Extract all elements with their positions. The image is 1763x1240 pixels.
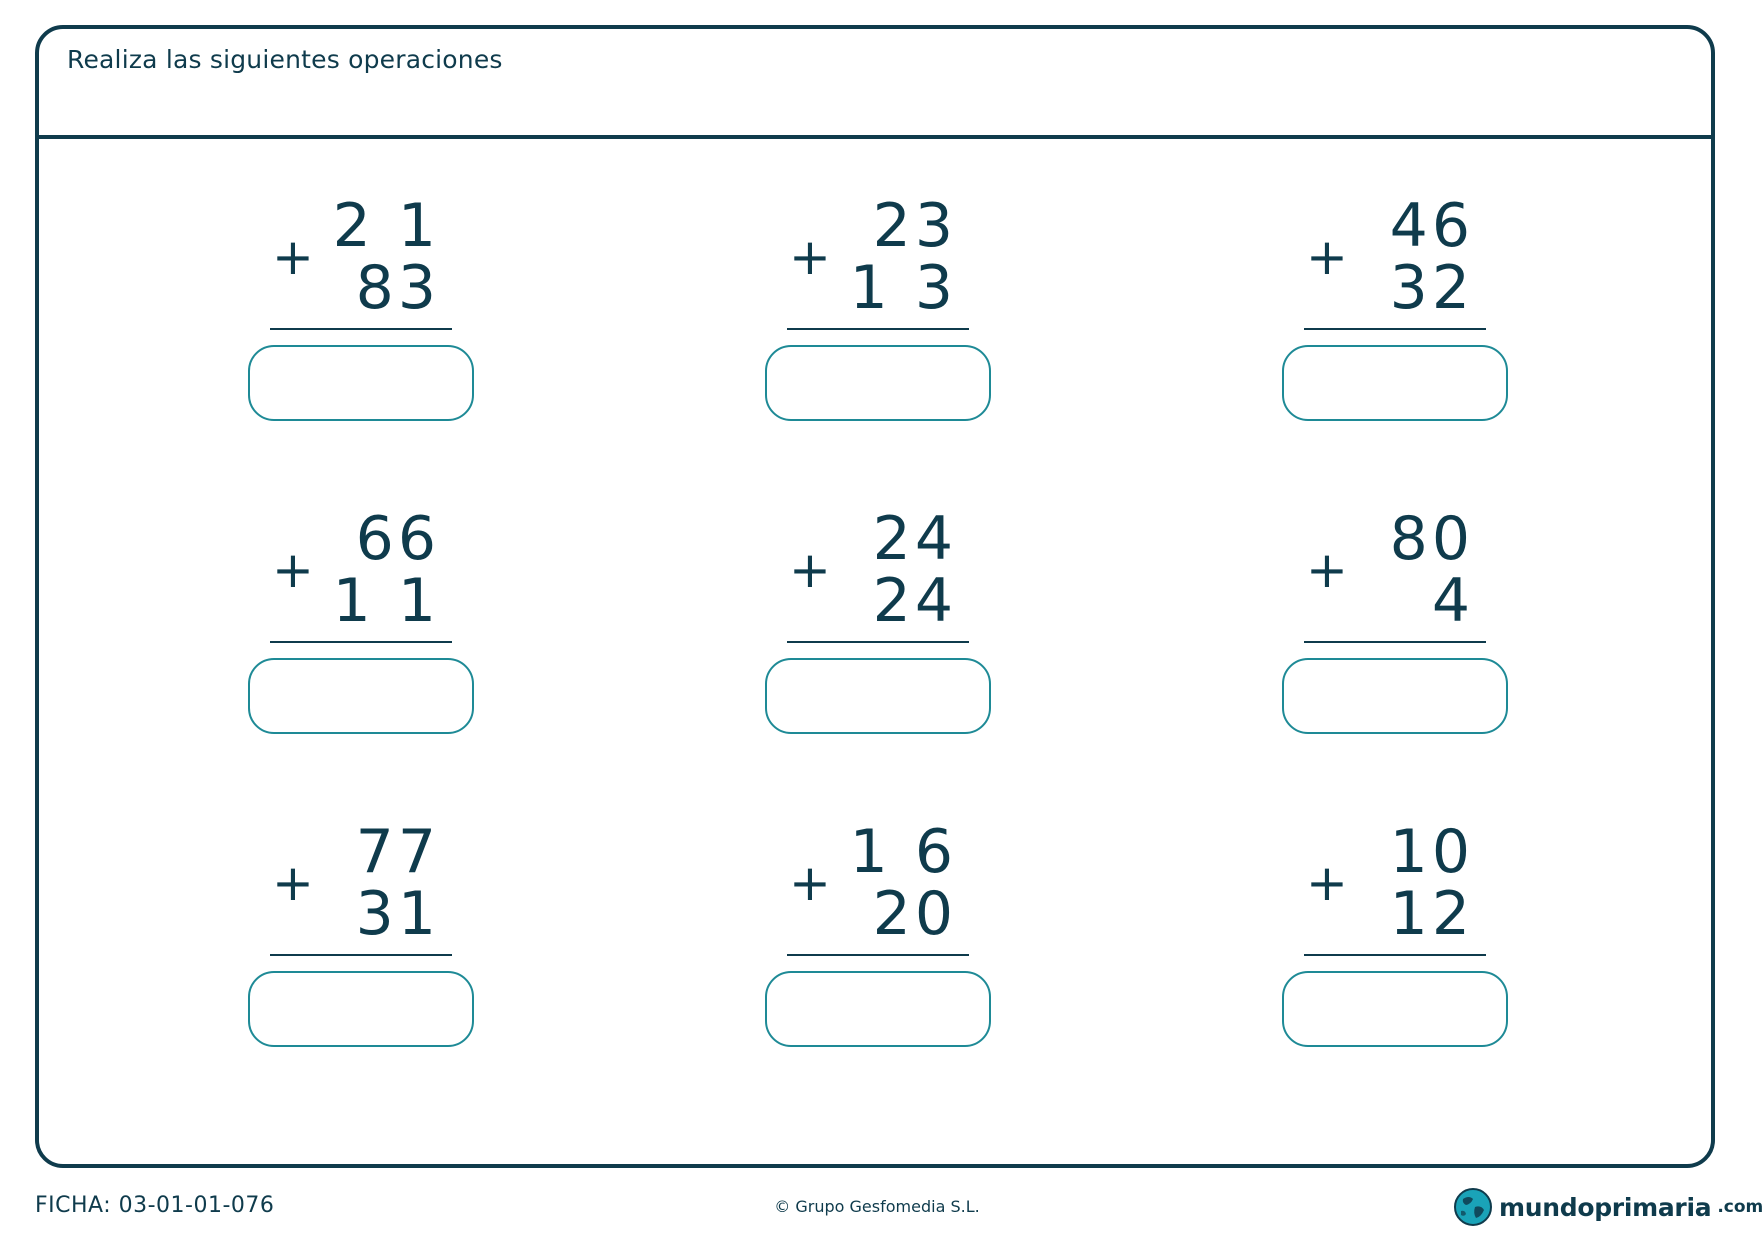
answer-box[interactable] bbox=[765, 345, 991, 421]
addend-top: 1 6 bbox=[849, 817, 957, 887]
brand-tld: .com bbox=[1717, 1197, 1763, 1217]
answer-box[interactable] bbox=[248, 658, 474, 734]
problem-8 bbox=[765, 817, 1005, 1051]
addend-bottom: 20 bbox=[872, 879, 957, 949]
addend-bottom: 31 bbox=[355, 879, 440, 949]
addend-top: 2 1 bbox=[332, 191, 440, 261]
problem-1 bbox=[248, 191, 488, 425]
plus-sign: + bbox=[789, 541, 831, 599]
sum-line bbox=[1304, 328, 1486, 330]
sum-line bbox=[270, 328, 452, 330]
problem-4 bbox=[248, 504, 488, 738]
addend-bottom: 83 bbox=[355, 253, 440, 323]
problem-6 bbox=[1282, 504, 1522, 738]
answer-box[interactable] bbox=[248, 345, 474, 421]
sum-line bbox=[1304, 641, 1486, 643]
addend-top: 24 bbox=[872, 504, 957, 574]
plus-sign: + bbox=[789, 228, 831, 286]
sum-line bbox=[787, 328, 969, 330]
addend-bottom: 4 bbox=[1431, 566, 1474, 636]
plus-sign: + bbox=[272, 854, 314, 912]
copyright-text: © Grupo Gesfomedia S.L. bbox=[774, 1197, 980, 1216]
addend-bottom: 12 bbox=[1389, 879, 1474, 949]
globe-icon bbox=[1453, 1187, 1493, 1227]
header-divider bbox=[39, 135, 1711, 139]
addend-bottom: 32 bbox=[1389, 253, 1474, 323]
plus-sign: + bbox=[789, 854, 831, 912]
worksheet-frame bbox=[35, 25, 1715, 1168]
addend-top: 10 bbox=[1389, 817, 1474, 887]
answer-box[interactable] bbox=[765, 658, 991, 734]
answer-box[interactable] bbox=[248, 971, 474, 1047]
instruction-text: Realiza las siguientes operaciones bbox=[67, 45, 503, 74]
answer-box[interactable] bbox=[1282, 971, 1508, 1047]
addend-top: 77 bbox=[355, 817, 440, 887]
plus-sign: + bbox=[272, 228, 314, 286]
sum-line bbox=[1304, 954, 1486, 956]
addend-top: 80 bbox=[1389, 504, 1474, 574]
addend-top: 66 bbox=[355, 504, 440, 574]
answer-box[interactable] bbox=[765, 971, 991, 1047]
worksheet-code: FICHA: 03-01-01-076 bbox=[35, 1193, 275, 1218]
addend-bottom: 24 bbox=[872, 566, 957, 636]
addend-top: 23 bbox=[872, 191, 957, 261]
problem-5 bbox=[765, 504, 1005, 738]
problem-7 bbox=[248, 817, 488, 1051]
brand-name: mundoprimaria bbox=[1499, 1192, 1712, 1222]
answer-box[interactable] bbox=[1282, 658, 1508, 734]
answer-box[interactable] bbox=[1282, 345, 1508, 421]
addend-bottom: 1 3 bbox=[849, 253, 957, 323]
addend-top: 46 bbox=[1389, 191, 1474, 261]
problem-3 bbox=[1282, 191, 1522, 425]
plus-sign: + bbox=[272, 541, 314, 599]
problem-2 bbox=[765, 191, 1005, 425]
sum-line bbox=[787, 641, 969, 643]
plus-sign: + bbox=[1306, 854, 1348, 912]
plus-sign: + bbox=[1306, 541, 1348, 599]
sum-line bbox=[787, 954, 969, 956]
sum-line bbox=[270, 954, 452, 956]
sum-line bbox=[270, 641, 452, 643]
brand-logo[interactable] bbox=[1453, 1187, 1763, 1227]
problem-9 bbox=[1282, 817, 1522, 1051]
plus-sign: + bbox=[1306, 228, 1348, 286]
addend-bottom: 1 1 bbox=[332, 566, 440, 636]
